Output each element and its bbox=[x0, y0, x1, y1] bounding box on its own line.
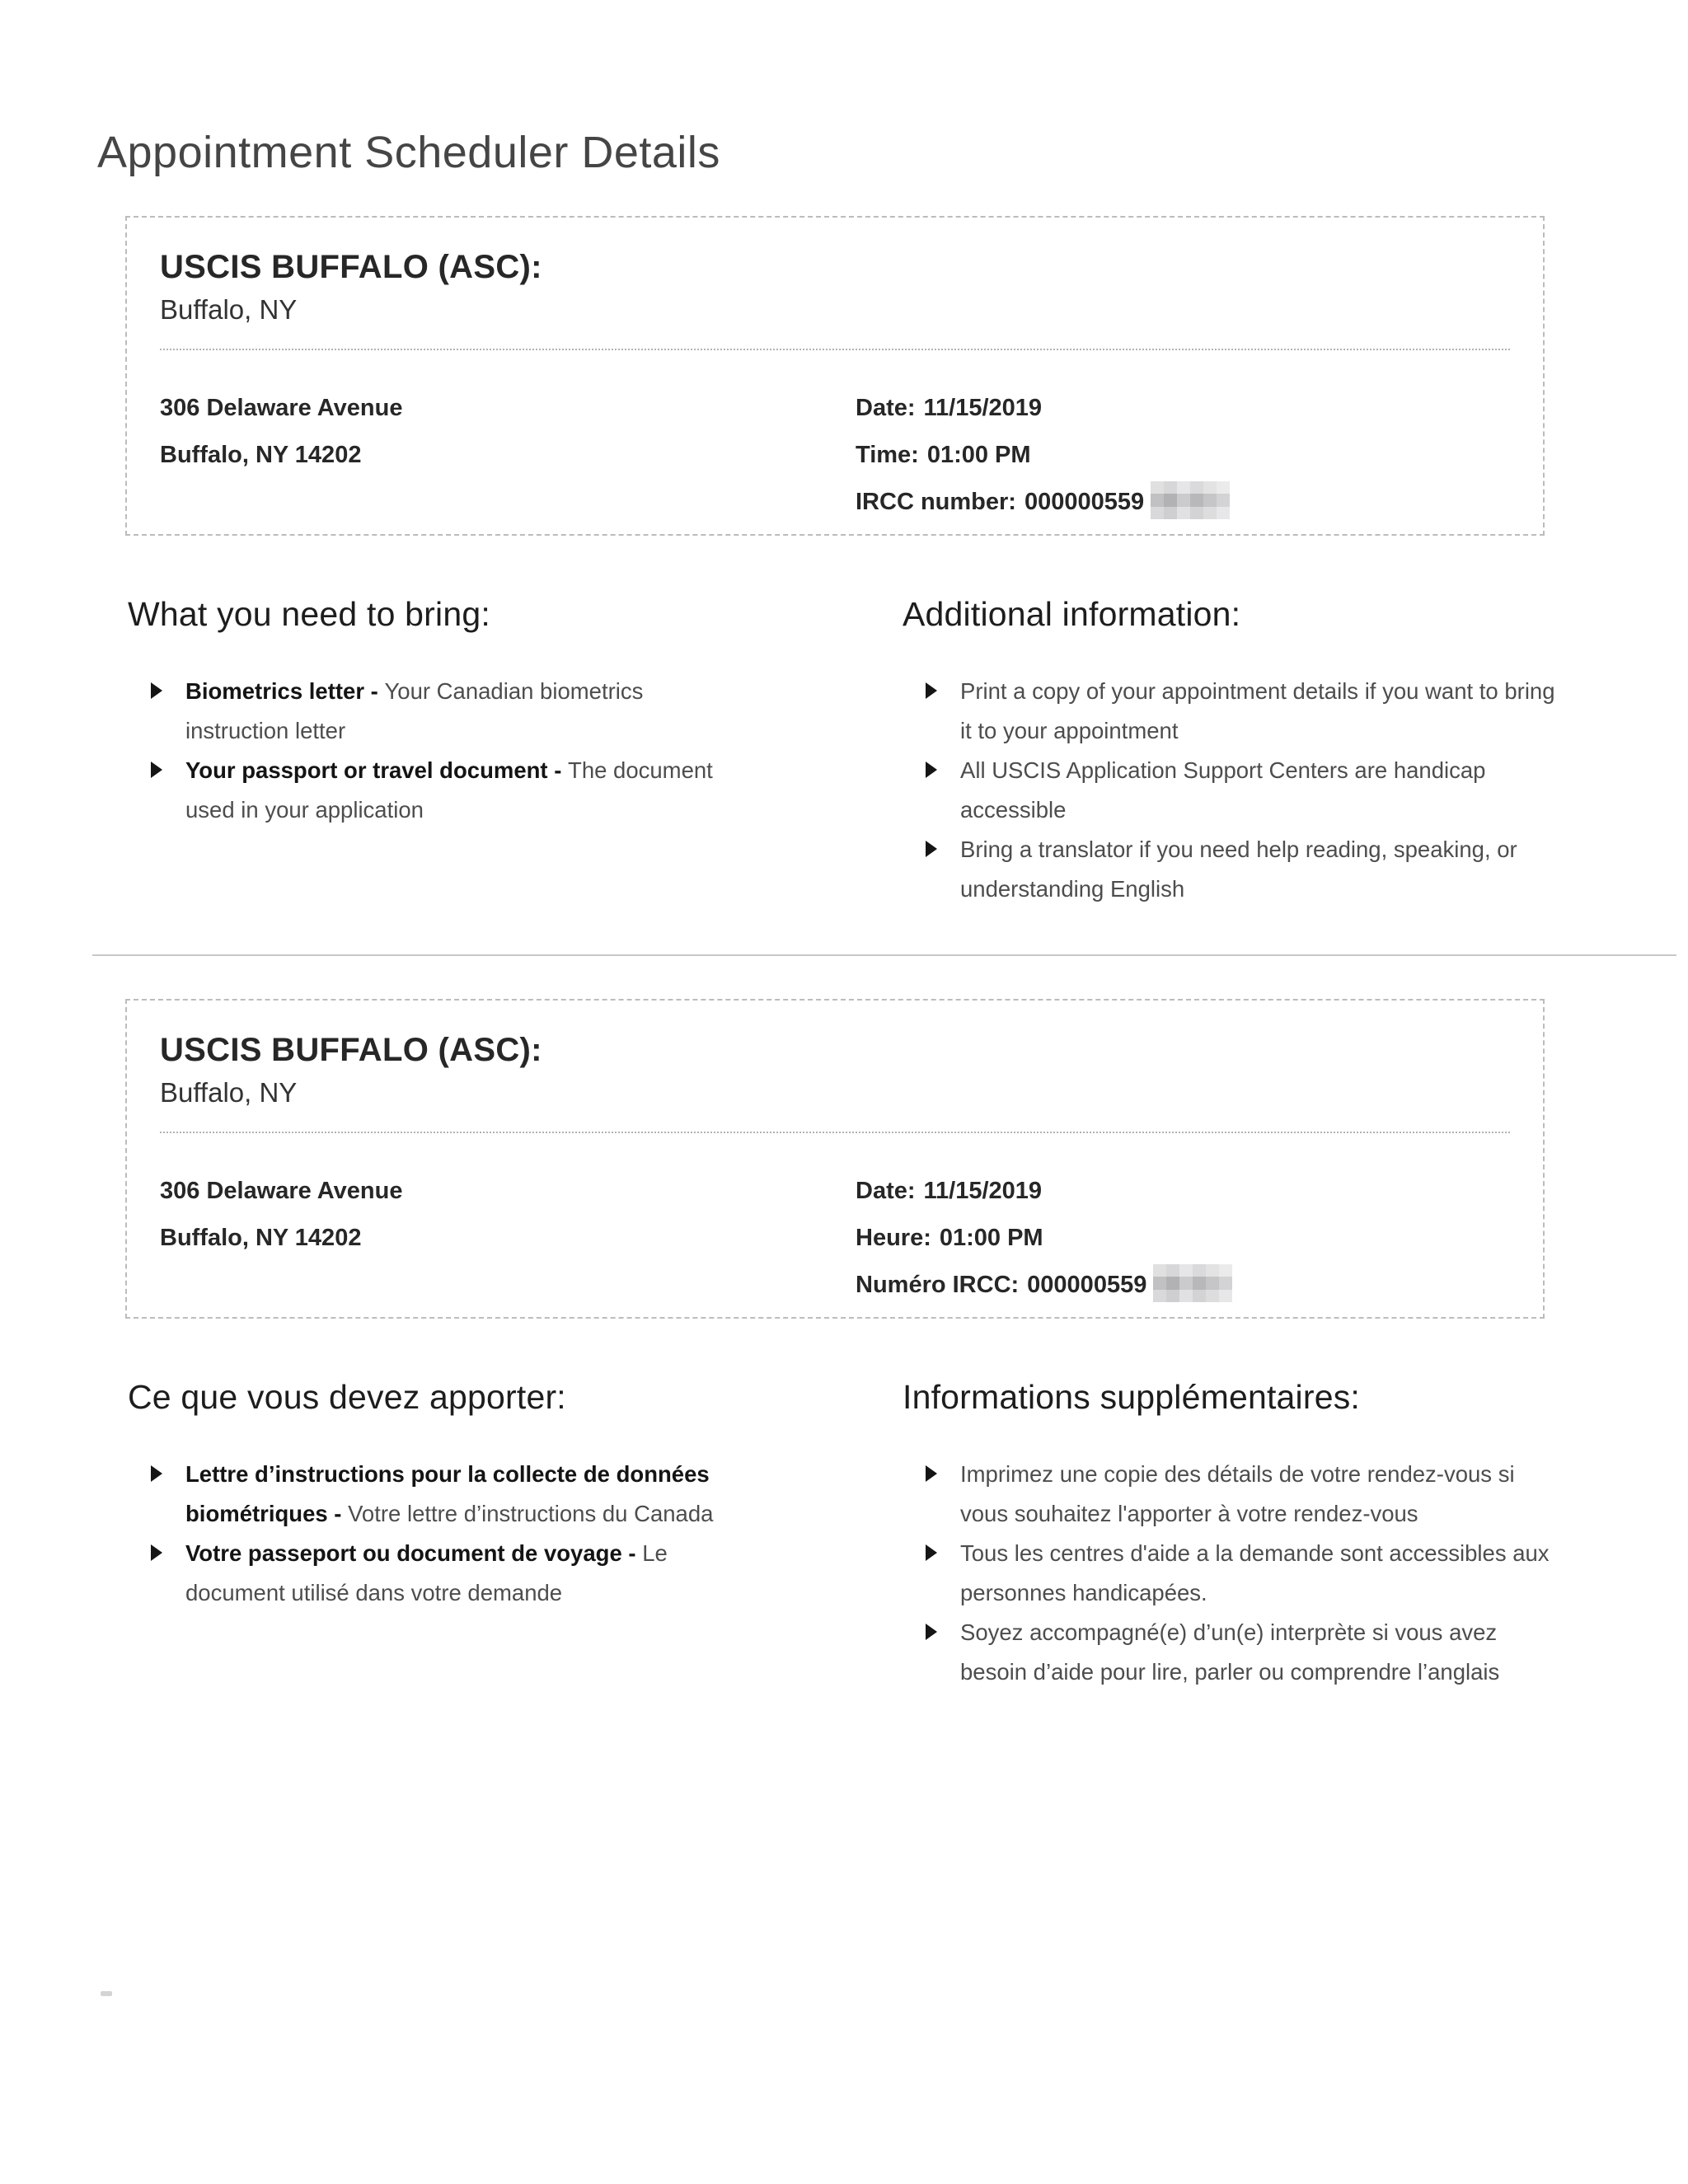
triangle-bullet-icon bbox=[926, 1465, 937, 1482]
list-item bbox=[926, 1455, 1560, 1534]
section-additional-info bbox=[903, 595, 1566, 909]
bullet-text: Print a copy of your appointment details if you want to bring it to your appointment bbox=[960, 678, 1555, 743]
triangle-bullet-icon bbox=[926, 1544, 937, 1561]
bullet-text: Lettre d’instructions pour la collecte de données biométriques - Votre lettre d’instructions du Canada bbox=[185, 1461, 714, 1526]
list-item bbox=[926, 751, 1566, 830]
time-value: 01:00 PM bbox=[926, 442, 1031, 468]
list-item bbox=[151, 1534, 767, 1613]
date-row bbox=[856, 385, 1230, 432]
address-line-2: Buffalo, NY 14202 bbox=[160, 442, 362, 468]
date-label: Date: bbox=[856, 395, 916, 421]
numero-ircc-label: Numéro IRCC: bbox=[856, 1272, 1020, 1298]
triangle-bullet-icon bbox=[926, 1624, 937, 1640]
triangle-bullet-icon bbox=[151, 682, 162, 699]
redaction-pixel-block bbox=[1151, 481, 1230, 519]
bullet-text: Tous les centres d'aide a la demande sont accessibles aux personnes handicapées. bbox=[960, 1540, 1550, 1605]
scan-artifact bbox=[101, 1991, 112, 1996]
bring-list bbox=[128, 672, 734, 830]
location-card-english bbox=[125, 216, 1545, 536]
address-block bbox=[160, 385, 856, 526]
address-line-1: 306 Delaware Avenue bbox=[160, 395, 403, 421]
section-informations-supplementaires bbox=[903, 1378, 1560, 1692]
list-item bbox=[926, 1613, 1560, 1692]
heure-value: 01:00 PM bbox=[939, 1225, 1043, 1251]
card-details bbox=[160, 385, 1510, 526]
additional-info-list bbox=[903, 672, 1566, 909]
location-name: USCIS BUFFALO (ASC): bbox=[160, 1032, 542, 1068]
bullet-text: All USCIS Application Support Centers are handicap accessible bbox=[960, 757, 1486, 823]
ircc-number-row bbox=[856, 479, 1230, 526]
section-heading: Informations supplémentaires: bbox=[903, 1378, 1361, 1416]
bullet-text: Soyez accompagné(e) d’un(e) interprète si vous avez besoin d’aide pour lire, parler ou comprendre l’anglais bbox=[960, 1619, 1500, 1685]
ircc-number-row bbox=[856, 1262, 1232, 1309]
list-item bbox=[926, 672, 1566, 751]
section-heading: What you need to bring: bbox=[128, 595, 490, 633]
ircc-number-label: IRCC number: bbox=[856, 489, 1016, 515]
address-line-2: Buffalo, NY 14202 bbox=[160, 1225, 362, 1251]
triangle-bullet-icon bbox=[151, 1544, 162, 1561]
address-line-1: 306 Delaware Avenue bbox=[160, 1178, 403, 1204]
language-section-divider bbox=[92, 954, 1676, 956]
section-what-to-bring bbox=[128, 595, 734, 830]
date-value: 11/15/2019 bbox=[923, 395, 1043, 421]
list-item bbox=[151, 672, 734, 751]
page-title: Appointment Scheduler Details bbox=[97, 128, 720, 178]
appointment-meta-block bbox=[856, 385, 1230, 526]
card-details bbox=[160, 1168, 1510, 1309]
location-city: Buffalo, NY bbox=[160, 294, 298, 325]
list-item bbox=[151, 751, 734, 830]
location-name: USCIS BUFFALO (ASC): bbox=[160, 249, 542, 285]
time-row bbox=[856, 432, 1230, 479]
location-card-french bbox=[125, 999, 1545, 1319]
section-heading: Ce que vous devez apporter: bbox=[128, 1378, 566, 1416]
apporter-list bbox=[128, 1455, 767, 1613]
address-block bbox=[160, 1168, 856, 1309]
triangle-bullet-icon bbox=[926, 762, 937, 778]
triangle-bullet-icon bbox=[151, 762, 162, 778]
date-row bbox=[856, 1168, 1232, 1215]
section-heading: Additional information: bbox=[903, 595, 1241, 633]
informations-list bbox=[903, 1455, 1560, 1692]
time-row bbox=[856, 1215, 1232, 1262]
heure-label: Heure: bbox=[856, 1225, 931, 1251]
appointment-meta-block bbox=[856, 1168, 1232, 1309]
numero-ircc-value: 000000559 bbox=[1027, 1272, 1147, 1298]
bullet-text: Bring a translator if you need help reading, speaking, or understanding English bbox=[960, 837, 1517, 902]
card-divider bbox=[160, 1132, 1510, 1133]
section-ce-que-vous-devez-apporter bbox=[128, 1378, 767, 1613]
date-label: Date: bbox=[856, 1178, 916, 1204]
bullet-text: Votre passeport ou document de voyage - Le document utilisé dans votre demande bbox=[185, 1540, 668, 1605]
bullet-text: Biometrics letter - Your Canadian biometrics instruction letter bbox=[185, 678, 644, 743]
list-item bbox=[926, 830, 1566, 909]
list-item bbox=[926, 1534, 1560, 1613]
triangle-bullet-icon bbox=[926, 682, 937, 699]
list-item bbox=[151, 1455, 767, 1534]
date-value: 11/15/2019 bbox=[923, 1178, 1043, 1204]
triangle-bullet-icon bbox=[151, 1465, 162, 1482]
ircc-number-value: 000000559 bbox=[1024, 489, 1145, 515]
time-label: Time: bbox=[856, 442, 919, 468]
redaction-pixel-block bbox=[1153, 1264, 1232, 1302]
triangle-bullet-icon bbox=[926, 841, 937, 857]
bullet-text: Imprimez une copie des détails de votre rendez-vous si vous souhaitez l'apporter à votre rendez-vous bbox=[960, 1461, 1515, 1526]
bullet-text: Your passport or travel document - The document used in your application bbox=[185, 757, 713, 823]
card-divider bbox=[160, 349, 1510, 350]
location-city: Buffalo, NY bbox=[160, 1077, 298, 1108]
